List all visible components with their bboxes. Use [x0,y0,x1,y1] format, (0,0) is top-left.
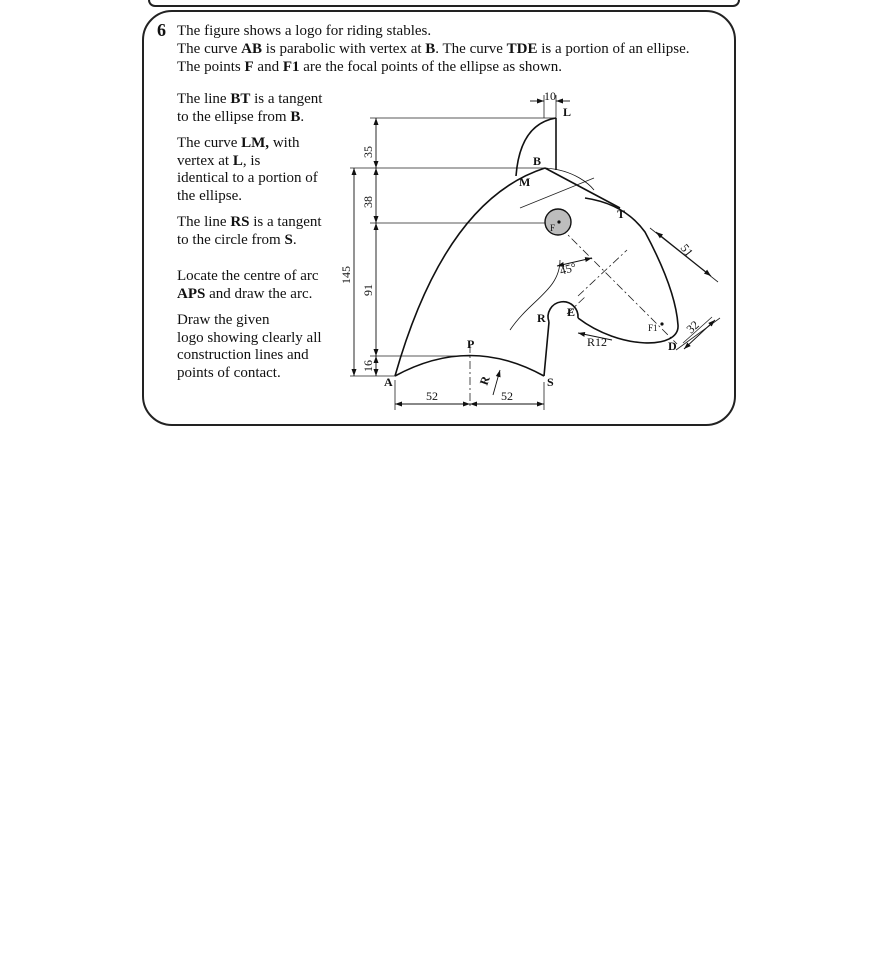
dimension-lines [354,101,715,404]
text-run: are the focal points of the ellipse as shown. [299,59,562,75]
text-run: The figure shows a logo for riding stables. [177,23,432,39]
dim-35: 35 [361,146,375,158]
text-run: The line [177,91,231,107]
dim-52-right: 52 [501,389,513,403]
text-run: logo showing clearly all [177,329,322,346]
ellipse-tde [578,198,678,343]
label-f: F [550,223,556,233]
focus-f-dot [557,220,560,223]
text-run: is a tangent [249,214,322,230]
dim-16: 16 [361,360,375,372]
text-run: points of contact. [177,364,281,381]
label-t: T [617,207,626,221]
text-run: identical to a portion of [177,170,318,186]
text-run: . [300,108,305,125]
label-a: A [384,375,393,389]
bold-term: TDE [506,41,538,57]
bold-term: F1 [282,59,300,75]
bold-term: B [425,41,436,57]
question-number: 6 [157,20,166,40]
text-run: to the circle from [177,231,285,248]
text-run: The points [177,59,245,75]
text-run: the ellipse. [177,187,242,204]
bold-term: B [290,108,301,125]
focus-f1-dot [660,322,663,325]
text-run: . The curve [435,41,507,57]
line-rs [544,322,549,376]
arc-aps [395,356,544,377]
text-run: The curve [177,135,242,151]
dim-r12: R12 [587,335,608,349]
text-run: Draw the given [177,312,270,328]
text-run: and draw the arc. [205,285,313,302]
text-run: The line [177,214,231,230]
dim-52-left: 52 [426,389,438,403]
text-run: The curve [177,41,242,57]
label-l: L [563,105,572,119]
text-run: is parabolic with vertex at [261,41,426,57]
dim-91: 91 [361,284,375,296]
bold-term: LM, [241,135,270,151]
text-run: is a tangent [250,91,323,107]
dim-145: 145 [339,266,353,284]
bold-term: AB [241,41,262,57]
text-run: . [292,231,297,248]
label-s: S [547,375,554,389]
dim-arc-r: R [476,374,493,388]
label-b: B [533,154,542,168]
bold-term: S [284,231,293,248]
text-run: is a portion of an ellipse. [537,41,690,57]
text-run: with [269,135,300,151]
dim-32: 32 [683,317,702,337]
bold-term: APS [177,285,206,302]
text-run: Locate the centre of arc [177,268,319,284]
bold-term: BT [230,91,251,107]
label-f1: F1 [648,323,658,333]
bold-term: F [244,59,254,75]
label-d: D [668,339,677,353]
dim-angle: 45° [557,259,578,278]
dim-10: 10 [544,89,556,103]
text-run: , is [242,152,261,169]
label-m: M [519,175,531,189]
text-run: vertex at [177,152,233,169]
text-run: to the ellipse from [177,108,291,125]
dim-38: 38 [361,196,375,208]
text-run: and [253,59,283,75]
label-r: R [537,311,546,325]
bold-term: RS [230,214,250,230]
label-p: P [467,337,475,351]
extension-lines [350,95,720,410]
dim-51: 51 [677,241,697,260]
text-run: construction lines and [177,347,309,363]
bold-term: L [232,152,243,169]
line-bt [545,168,620,208]
label-e: E [567,305,576,319]
